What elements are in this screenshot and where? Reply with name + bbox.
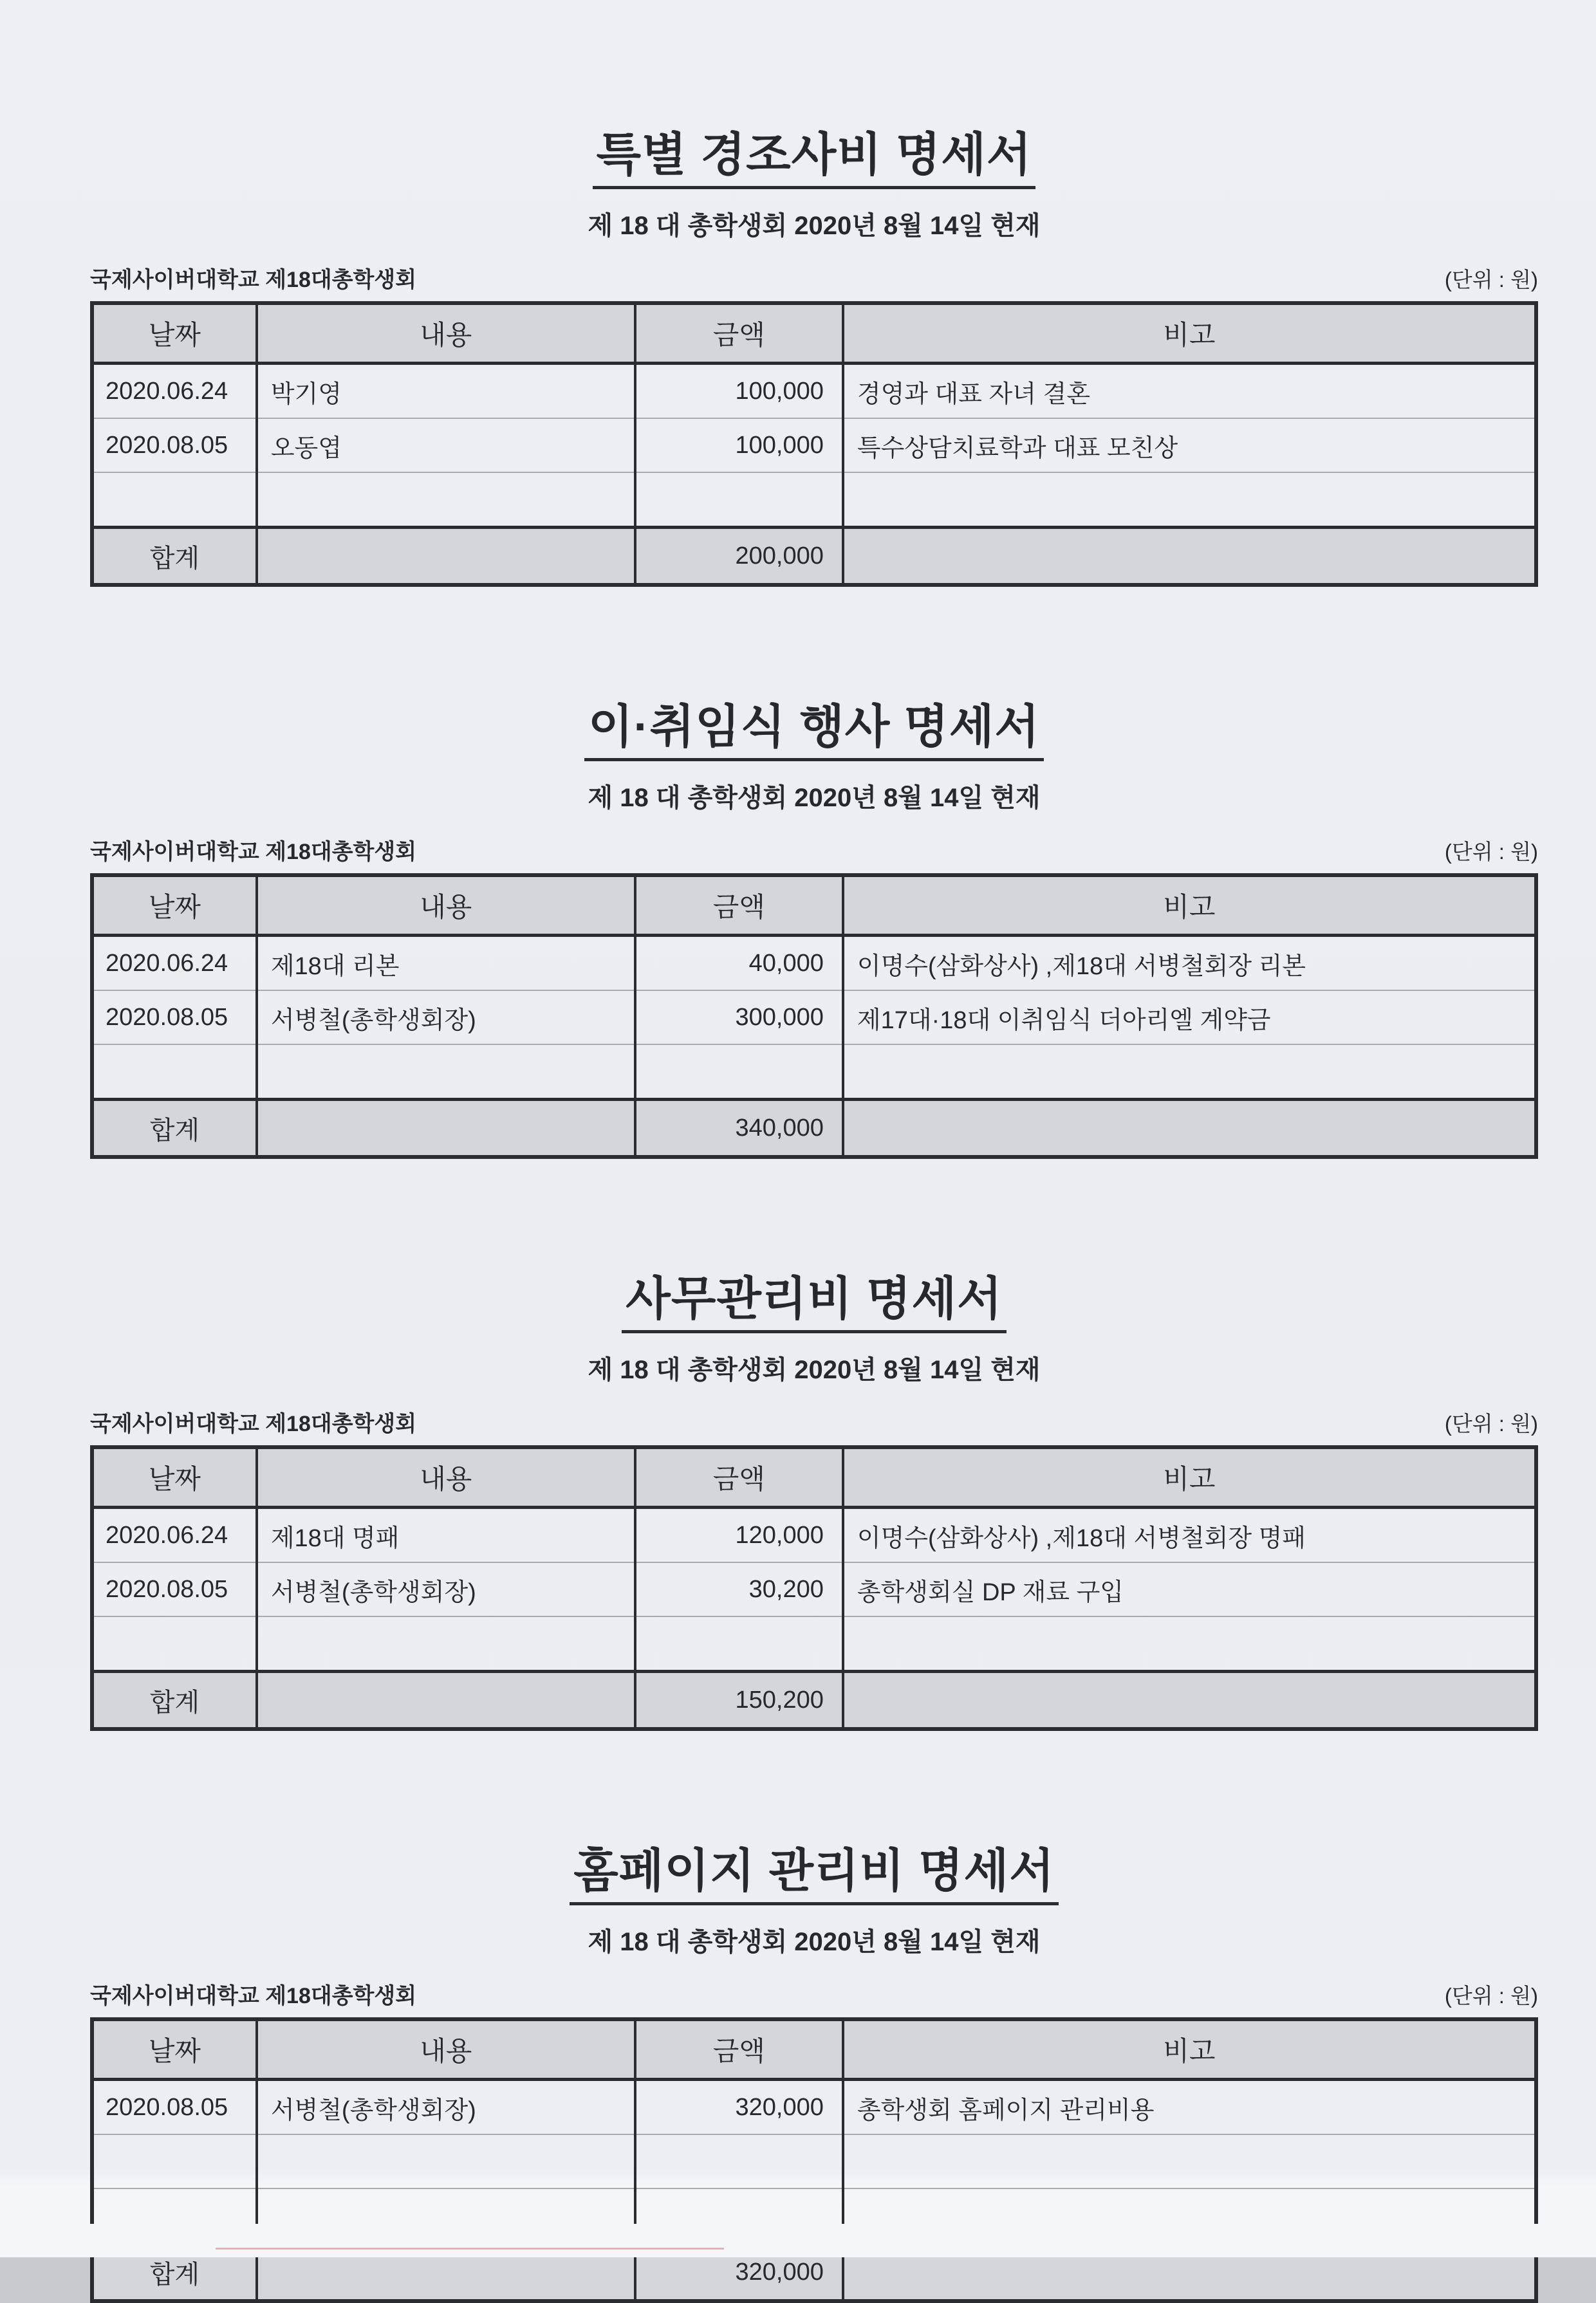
table-row-empty — [92, 1616, 1536, 1672]
expense-section-inauguration-event — [90, 701, 1538, 1159]
cell-date: 2020.08.05 — [92, 1562, 257, 1616]
org-label: 국제사이버대학교 제18대총학생회 — [90, 840, 417, 864]
total-amount-cell: 320,000 — [635, 2244, 843, 2302]
table-row-empty — [92, 1044, 1536, 1100]
cell-amount: 300,000 — [635, 990, 843, 1044]
org-label: 국제사이버대학교 제18대총학생회 — [90, 268, 417, 292]
table-meta-row — [90, 266, 1538, 293]
expense-table — [90, 873, 1538, 1159]
scan-artifact-red-line — [216, 2248, 724, 2250]
table-header-row — [92, 2019, 1536, 2080]
table-row-empty — [92, 472, 1536, 528]
total-label-cell: 합계 — [92, 528, 257, 586]
cell-amount: 120,000 — [635, 1508, 843, 1563]
unit-label: (단위 : 원) — [1444, 1412, 1538, 1436]
total-note-cell — [843, 528, 1536, 586]
cell-note: 총학생회 홈페이지 관리비용 — [843, 2080, 1536, 2135]
table-row — [92, 418, 1536, 472]
total-desc-cell — [257, 528, 635, 586]
table-row-empty — [92, 2134, 1536, 2188]
section-title: 이·취임식 행사 명세서 — [584, 704, 1044, 761]
org-label: 국제사이버대학교 제18대총학생회 — [90, 1984, 417, 2008]
cell-date — [92, 2134, 257, 2188]
col-header-amount: 금액 — [635, 875, 843, 936]
cell-desc: 서병철(총학생회장) — [257, 2080, 635, 2135]
section-subtitle: 제 18 대 총학생회 2020년 8월 14일 현재 — [588, 212, 1041, 240]
section-title-wrap — [90, 129, 1538, 189]
total-desc-cell — [257, 1100, 635, 1158]
cell-desc — [257, 472, 635, 528]
section-title-wrap — [90, 701, 1538, 761]
col-header-date: 날짜 — [92, 2019, 257, 2080]
table-header-row — [92, 1447, 1536, 1508]
table-row — [92, 990, 1536, 1044]
cell-note — [843, 2134, 1536, 2188]
expense-table — [90, 301, 1538, 587]
expense-section-office-management — [90, 1273, 1538, 1731]
col-header-desc: 내용 — [257, 1447, 635, 1508]
cell-amount: 100,000 — [635, 418, 843, 472]
col-header-note: 비고 — [843, 1447, 1536, 1508]
cell-desc: 제18대 리본 — [257, 936, 635, 991]
table-meta-row — [90, 838, 1538, 865]
table-total-row — [92, 528, 1536, 586]
table-row — [92, 364, 1536, 419]
cell-desc: 오동엽 — [257, 418, 635, 472]
col-header-note: 비고 — [843, 303, 1536, 364]
section-title-wrap — [90, 1273, 1538, 1333]
section-title: 특별 경조사비 명세서 — [593, 132, 1036, 189]
cell-amount — [635, 1616, 843, 1672]
total-amount-cell: 150,200 — [635, 1672, 843, 1730]
org-label: 국제사이버대학교 제18대총학생회 — [90, 1412, 417, 1436]
col-header-date: 날짜 — [92, 303, 257, 364]
cell-note: 이명수(삼화상사) ,제18대 서병철회장 명패 — [843, 1508, 1536, 1563]
table-row — [92, 1508, 1536, 1563]
cell-note — [843, 1044, 1536, 1100]
total-desc-cell — [257, 1672, 635, 1730]
section-subtitle: 제 18 대 총학생회 2020년 8월 14일 현재 — [588, 784, 1041, 812]
col-header-note: 비고 — [843, 2019, 1536, 2080]
cell-note: 이명수(삼화상사) ,제18대 서병철회장 리본 — [843, 936, 1536, 991]
total-amount-cell: 200,000 — [635, 528, 843, 586]
cell-amount: 40,000 — [635, 936, 843, 991]
cell-desc: 제18대 명패 — [257, 1508, 635, 1563]
total-note-cell — [843, 1672, 1536, 1730]
cell-date — [92, 1044, 257, 1100]
col-header-note: 비고 — [843, 875, 1536, 936]
total-label-cell: 합계 — [92, 2244, 257, 2302]
table-header-row — [92, 875, 1536, 936]
section-title: 사무관리비 명세서 — [622, 1276, 1006, 1333]
cell-note — [843, 1616, 1536, 1672]
cell-note — [843, 472, 1536, 528]
table-meta-row — [90, 1983, 1538, 2010]
table-row — [92, 2080, 1536, 2135]
table-row — [92, 936, 1536, 991]
scan-artifact-bottom-strip — [0, 2224, 1596, 2257]
expense-table — [90, 2017, 1538, 2303]
cell-date: 2020.06.24 — [92, 364, 257, 419]
table-total-row — [92, 1100, 1536, 1158]
total-label-cell: 합계 — [92, 1672, 257, 1730]
col-header-date: 날짜 — [92, 1447, 257, 1508]
col-header-desc: 내용 — [257, 875, 635, 936]
section-title-wrap — [90, 1845, 1538, 1905]
col-header-desc: 내용 — [257, 303, 635, 364]
cell-desc: 서병철(총학생회장) — [257, 1562, 635, 1616]
col-header-amount: 금액 — [635, 303, 843, 364]
col-header-amount: 금액 — [635, 1447, 843, 1508]
cell-amount: 100,000 — [635, 364, 843, 419]
cell-date: 2020.08.05 — [92, 990, 257, 1044]
cell-date: 2020.06.24 — [92, 1508, 257, 1563]
col-header-date: 날짜 — [92, 875, 257, 936]
table-total-row — [92, 1672, 1536, 1730]
cell-date: 2020.08.05 — [92, 2080, 257, 2135]
cell-desc — [257, 2134, 635, 2188]
cell-desc: 서병철(총학생회장) — [257, 990, 635, 1044]
col-header-desc: 내용 — [257, 2019, 635, 2080]
cell-date: 2020.08.05 — [92, 418, 257, 472]
cell-desc — [257, 1044, 635, 1100]
table-row — [92, 1562, 1536, 1616]
cell-date: 2020.06.24 — [92, 936, 257, 991]
table-meta-row — [90, 1410, 1538, 1438]
cell-desc — [257, 1616, 635, 1672]
col-header-amount: 금액 — [635, 2019, 843, 2080]
section-title: 홈페이지 관리비 명세서 — [570, 1848, 1059, 1905]
cell-date — [92, 1616, 257, 1672]
cell-note: 총학생회실 DP 재료 구입 — [843, 1562, 1536, 1616]
expense-section-special-congratulatory — [90, 129, 1538, 587]
cell-amount — [635, 472, 843, 528]
cell-date — [92, 472, 257, 528]
cell-amount: 320,000 — [635, 2080, 843, 2135]
section-subtitle: 제 18 대 총학생회 2020년 8월 14일 현재 — [588, 1356, 1041, 1384]
cell-note: 특수상담치료학과 대표 모친상 — [843, 418, 1536, 472]
cell-note: 제17대·18대 이취임식 더아리엘 계약금 — [843, 990, 1536, 1044]
unit-label: (단위 : 원) — [1444, 840, 1538, 864]
unit-label: (단위 : 원) — [1444, 268, 1538, 291]
total-note-cell — [843, 1100, 1536, 1158]
cell-amount: 30,200 — [635, 1562, 843, 1616]
unit-label: (단위 : 원) — [1444, 1984, 1538, 2008]
total-label-cell: 합계 — [92, 1100, 257, 1158]
cell-note: 경영과 대표 자녀 결혼 — [843, 364, 1536, 419]
cell-amount — [635, 2134, 843, 2188]
cell-amount — [635, 1044, 843, 1100]
section-subtitle: 제 18 대 총학생회 2020년 8월 14일 현재 — [588, 1928, 1041, 1956]
total-amount-cell: 340,000 — [635, 1100, 843, 1158]
table-header-row — [92, 303, 1536, 364]
cell-desc: 박기영 — [257, 364, 635, 419]
expense-table — [90, 1445, 1538, 1731]
